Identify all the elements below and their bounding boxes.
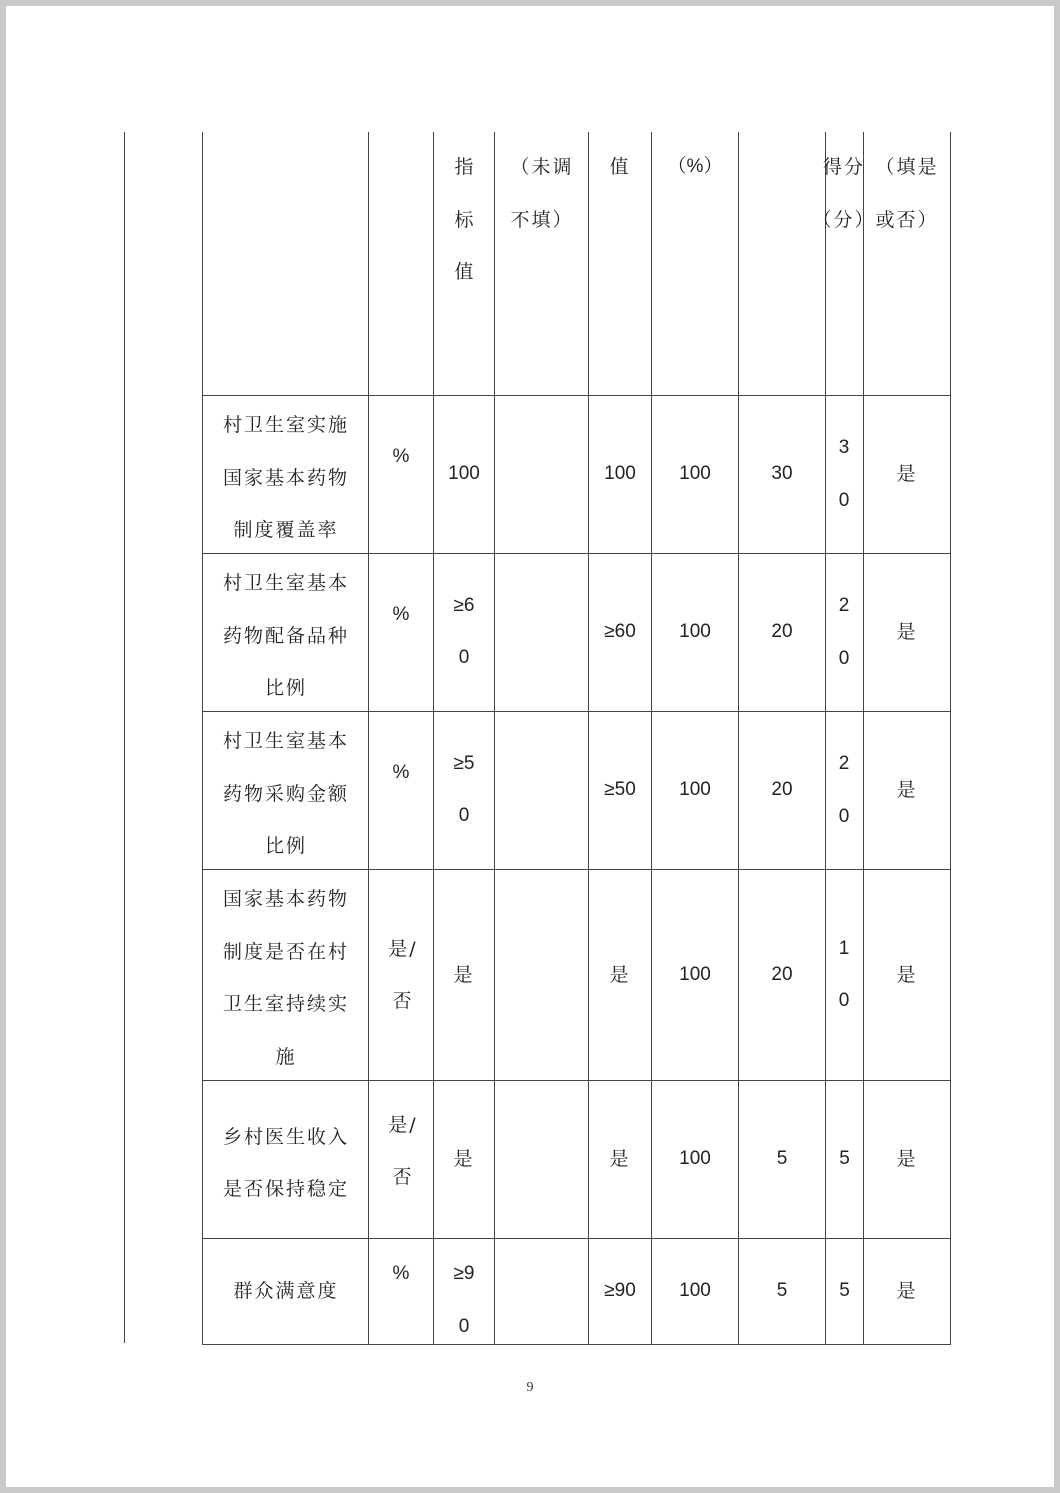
rate-cell: 100: [679, 779, 711, 801]
unit-cell: 是/否: [388, 1113, 418, 1188]
unit-cell: %: [392, 446, 410, 467]
score-cell: 5: [839, 1280, 850, 1302]
header-target-value: 指标值: [454, 156, 476, 283]
actual-cell: 是: [609, 963, 631, 986]
table-row: 国家基本药物制度是否在村卫生室持续实施: [222, 888, 349, 1068]
completed-cell: 是: [896, 463, 918, 486]
table-row: 村卫生室基本药物采购金额比例: [222, 730, 349, 858]
completed-cell: 是: [896, 1280, 918, 1303]
actual-cell: ≥90: [604, 1280, 636, 1302]
weight-cell: 5: [776, 1280, 788, 1302]
target-cell: ≥60: [453, 594, 475, 668]
table-row: 村卫生室实施国家基本药物制度覆盖率: [222, 414, 349, 542]
table-col-line: [950, 132, 951, 1345]
table-row: 群众满意度: [233, 1280, 339, 1303]
actual-cell: ≥60: [604, 621, 636, 643]
survey-cell: [495, 1081, 588, 1238]
score-cell: 20: [838, 753, 850, 827]
actual-cell: 是: [609, 1148, 631, 1171]
completed-cell: 是: [896, 621, 918, 644]
weight-cell: 5: [776, 1148, 788, 1170]
actual-cell: 100: [604, 463, 636, 485]
weight-cell: 30: [771, 463, 793, 485]
unit-cell: %: [392, 604, 410, 625]
rate-cell: 100: [679, 1148, 711, 1170]
weight-cell: 20: [771, 779, 793, 801]
page-number: 9: [526, 1380, 534, 1395]
target-cell: ≥90: [453, 1263, 475, 1337]
target-cell: 是: [453, 963, 475, 986]
survey-cell: [495, 870, 588, 1080]
header-percent: （%）: [667, 156, 723, 177]
table-row: 乡村医生收入是否保持稳定: [222, 1125, 349, 1200]
rate-cell: 100: [679, 963, 711, 985]
table-row: 村卫生室基本药物配备品种比例: [222, 572, 349, 700]
unit-cell: 是/否: [388, 937, 418, 1012]
actual-cell: ≥50: [604, 779, 636, 801]
table-col-line: [202, 132, 203, 1345]
score-cell: 5: [839, 1148, 850, 1170]
score-cell: 30: [838, 437, 850, 511]
completed-cell: 是: [896, 779, 918, 802]
header-fill-yes-no: （填是或否）: [875, 156, 939, 231]
target-cell: 100: [448, 463, 480, 485]
table-col-line: [368, 132, 369, 1345]
table-row-line: [202, 1344, 951, 1345]
completed-cell: 是: [896, 963, 918, 986]
weight-cell: 20: [771, 621, 793, 643]
survey-cell: [495, 712, 588, 869]
rate-cell: 100: [679, 1280, 711, 1302]
survey-cell: [495, 1239, 588, 1344]
weight-cell: 20: [771, 963, 793, 985]
survey-cell: [495, 554, 588, 711]
target-cell: 是: [453, 1148, 475, 1171]
header-score: 得分（分）: [812, 156, 876, 231]
survey-cell: [495, 396, 588, 553]
rate-cell: 100: [679, 463, 711, 485]
rate-cell: 100: [679, 621, 711, 643]
unit-cell: %: [392, 1263, 410, 1284]
score-cell: 20: [838, 595, 850, 669]
score-cell: 10: [838, 937, 850, 1011]
unit-cell: %: [392, 762, 410, 783]
target-cell: ≥50: [453, 752, 475, 826]
outer-left-border: [124, 132, 125, 1343]
header-value: 值: [609, 156, 631, 178]
header-not-surveyed: （未调不填）: [510, 156, 574, 231]
completed-cell: 是: [896, 1148, 918, 1171]
document-page: [6, 6, 1054, 1487]
